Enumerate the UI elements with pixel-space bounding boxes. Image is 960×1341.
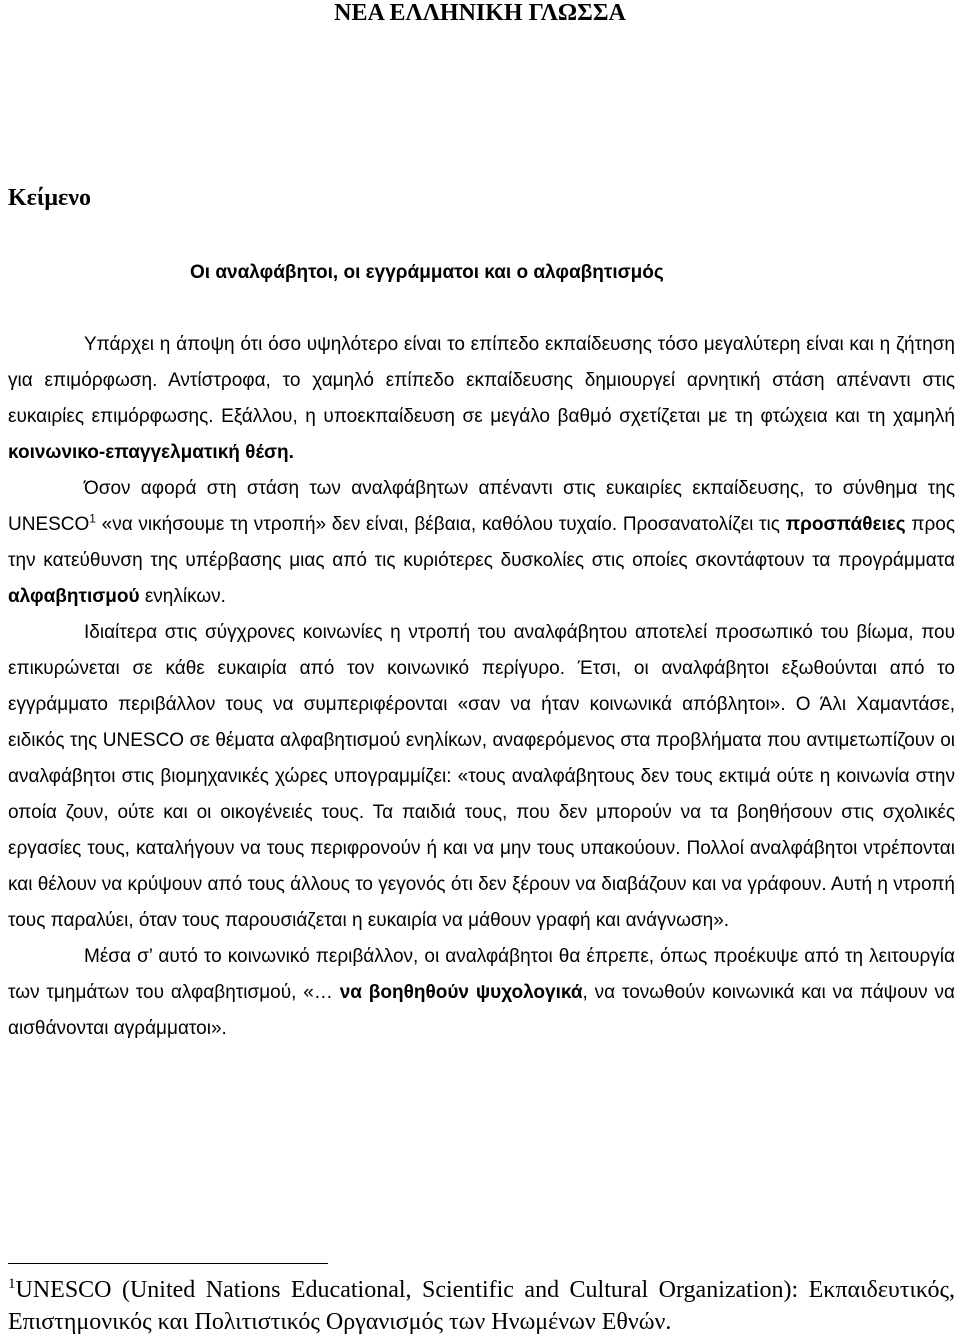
article-title: Οι αναλφάβητοι, οι εγγράμματοι και ο αλφαβητισμός (190, 262, 664, 283)
paragraph-2-bold-1: προσπάθειες (785, 514, 906, 535)
footnote-reference: 1 (89, 511, 96, 526)
footnote-separator (8, 1263, 328, 1264)
paragraph-1-text: Υπάρχει η άποψη ότι όσο υψηλότερο είναι το επίπεδο εκπαίδευσης τόσο μεγαλύτερη είναι και η ζήτηση για επιμόρφωση. Αντίστροφα, το χαμηλό επίπεδο εκπαίδευσης δημιουργεί αρνητική στάση απέναντι στις ευκαιρίες επιμόρφωσης. Εξάλλου, η υποεκπαίδευση σε μεγάλο βαθμό σχετίζεται με τη φτώχεια και τη χαμηλή (8, 334, 955, 427)
paragraph-1 (8, 327, 955, 471)
paragraph-4 (8, 939, 955, 1047)
paragraph-2-bold-2: αλφαβητισμού (8, 586, 140, 607)
paragraph-4-bold: να βοηθηθούν ψυχολογικά (339, 982, 583, 1003)
paragraph-4-text-b: , να τονωθούν κοινωνικά και να πάψουν να αισθάνονται αγράμματοι». (8, 982, 956, 1039)
paragraph-2-text-c: προς την κατεύθυνση της υπέρβασης μιας από τις κυριότερες δυσκολίες στις οποίες σκοντάφτουν τα προγράμματα (8, 514, 955, 571)
paragraph-3: Ιδιαίτερα στις σύγχρονες κοινωνίες η ντροπή του αναλφάβητου αποτελεί προσωπικό του βίωμα, που επικυρώνεται σε κάθε ευκαιρία από τον κοινωνικό περίγυρο. Έτσι, οι αναλφάβητοι εξωθούνται από το εγγράμματο περιβάλλον τους να συμπεριφέρονται «σαν να ήταν κοινωνικά απόβλητοι». Ο Άλι Χαμαντάσε, ειδικός της UNESCO σε θέματα αλφαβητισμού ενηλίκων, αναφερόμενος στα προβλήματα που αντιμετωπίζουν οι αναλφάβητοι στις βιομηχανικές χώρες υπογραμμίζει: «τους αναλφάβητους δεν τους εκτιμά ούτε η κοινωνία στην οποία ζουν, ούτε και οι οικογένειές τους. Τα παιδιά τους, που δεν μπορούν να τα βοηθήσουν στις σχολικές εργασίες τους, καταλήγουν να τους περιφρονούν ή και να μην τους υπακούουν. Πολλοί αναλφάβητοι ντρέπονται και θέλουν να κρύψουν από τους άλλους το γεγονός ότι δεν ξέρουν να διαβάζουν και να γράφουν. Αυτή η ντροπή τους παραλύει, όταν τους παρουσιάζεται η ευκαιρία να μάθουν γραφή και ανάγνωση». (8, 622, 955, 931)
paragraph-2 (8, 471, 955, 615)
article-body (8, 327, 955, 1047)
paragraph-2-text-a: Όσον αφορά στη στάση των αναλφάβητων απέναντι στις ευκαιρίες εκπαίδευσης, το σύνθημα της UNESCO (8, 478, 955, 535)
footnote-marker: 1 (8, 1276, 16, 1292)
document-title: ΝΕΑ ΕΛΛΗΝΙΚΗ ΓΛΩΣΣΑ (334, 0, 626, 26)
footnote (8, 1274, 955, 1338)
paragraph-2-text-b: «να νικήσουμε τη ντροπή» δεν είναι, βέβαια, καθόλου τυχαίο. Προσανατολίζει τις (95, 514, 780, 535)
section-heading: Κείμενο (8, 185, 91, 211)
paragraph-1-bold: κοινωνικο-επαγγελματική θέση. (8, 442, 294, 463)
footnote-text: UNESCO (United Nations Educational, Scientific and Cultural Organization): Εκπαιδευτικός, Επιστημονικός και Πολιτιστικός Οργανισμός των Ηνωμένων Εθνών. (8, 1277, 955, 1335)
paragraph-4-text-a: Μέσα σ’ αυτό το κοινωνικό περιβάλλον, οι αναλφάβητοι θα έπρεπε, όπως προέκυψε από τη λειτουργία των τμημάτων του αλφαβητισμού, «… (8, 946, 955, 1003)
paragraph-2-text-d: ενηλίκων. (139, 586, 226, 607)
